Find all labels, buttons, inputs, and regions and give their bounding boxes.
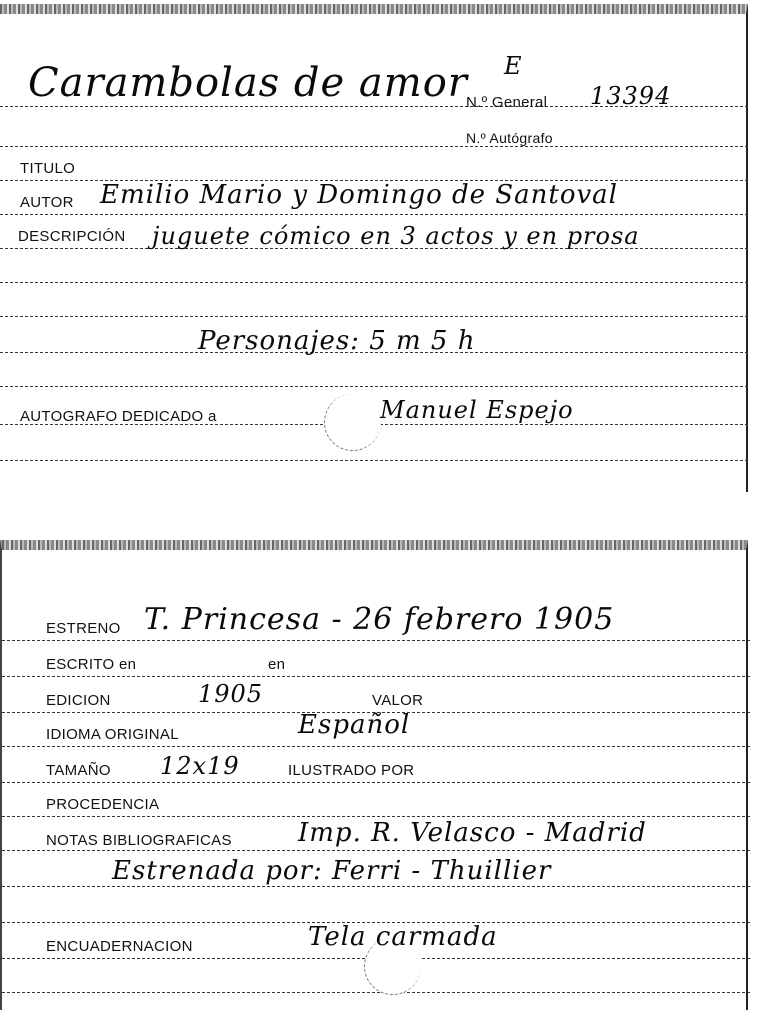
catalog-card-top xyxy=(0,4,748,492)
ruled-line xyxy=(0,386,748,387)
valor-label: VALOR xyxy=(372,692,424,709)
autor-label: AUTOR xyxy=(20,194,74,211)
torn-edge xyxy=(2,540,746,550)
edicion-value: 1905 xyxy=(198,680,264,708)
estreno-label: ESTRENO xyxy=(46,620,121,637)
encuadernacion-label: ENCUADERNACION xyxy=(46,938,193,955)
stamp-cutout xyxy=(324,394,381,451)
autograph-number-label: N.º Autógrafo xyxy=(466,130,553,146)
ruled-line xyxy=(0,316,748,317)
dedicado-label: AUTOGRAFO DEDICADO a xyxy=(20,408,217,425)
personajes-value: Personajes: 5 m 5 h xyxy=(198,326,476,356)
catalog-card-bottom xyxy=(0,540,748,1010)
procedencia-label: PROCEDENCIA xyxy=(46,796,160,813)
escrito-en-label: en xyxy=(268,656,286,673)
encuadernacion-value: Tela carmada xyxy=(308,922,498,952)
ruled-line xyxy=(0,214,748,215)
ruled-line xyxy=(2,816,750,817)
tamano-label: TAMAÑO xyxy=(46,762,111,779)
class-letter: E xyxy=(504,52,523,80)
ruled-line xyxy=(2,782,750,783)
idioma-value: Español xyxy=(298,710,411,740)
estreno-value: T. Princesa - 26 febrero 1905 xyxy=(144,602,615,637)
general-number-value: 13394 xyxy=(590,82,672,110)
escrito-label: ESCRITO en xyxy=(46,656,137,673)
ruled-line xyxy=(2,676,750,677)
ruled-line xyxy=(0,460,748,461)
dedicado-value: Manuel Espejo xyxy=(380,396,574,424)
descripcion-label: DESCRIPCIÓN xyxy=(18,228,126,245)
ruled-line xyxy=(0,282,748,283)
notas-label: NOTAS BIBLIOGRAFICAS xyxy=(46,832,232,849)
ruled-line xyxy=(2,992,750,993)
ruled-line xyxy=(2,746,750,747)
tamano-value: 12x19 xyxy=(160,752,240,780)
notas-value: Imp. R. Velasco - Madrid xyxy=(298,818,647,848)
titulo-label: TITULO xyxy=(20,160,76,177)
autor-value: Emilio Mario y Domingo de Santoval xyxy=(100,180,618,210)
ruled-line xyxy=(2,886,750,887)
title-handwritten: Carambolas de amor xyxy=(28,60,468,106)
notas-value-2: Estrenada por: Ferri - Thuillier xyxy=(112,856,552,886)
descripcion-value: juguete cómico en 3 actos y en prosa xyxy=(152,222,640,250)
idioma-label: IDIOMA ORIGINAL xyxy=(46,726,179,743)
ruled-line xyxy=(2,640,750,641)
edicion-label: EDICION xyxy=(46,692,111,709)
ruled-line xyxy=(0,146,748,147)
ilustrado-label: ILUSTRADO POR xyxy=(288,762,415,779)
torn-edge xyxy=(0,4,746,14)
general-number-label: N.º General xyxy=(466,94,548,111)
ruled-line xyxy=(2,850,750,851)
